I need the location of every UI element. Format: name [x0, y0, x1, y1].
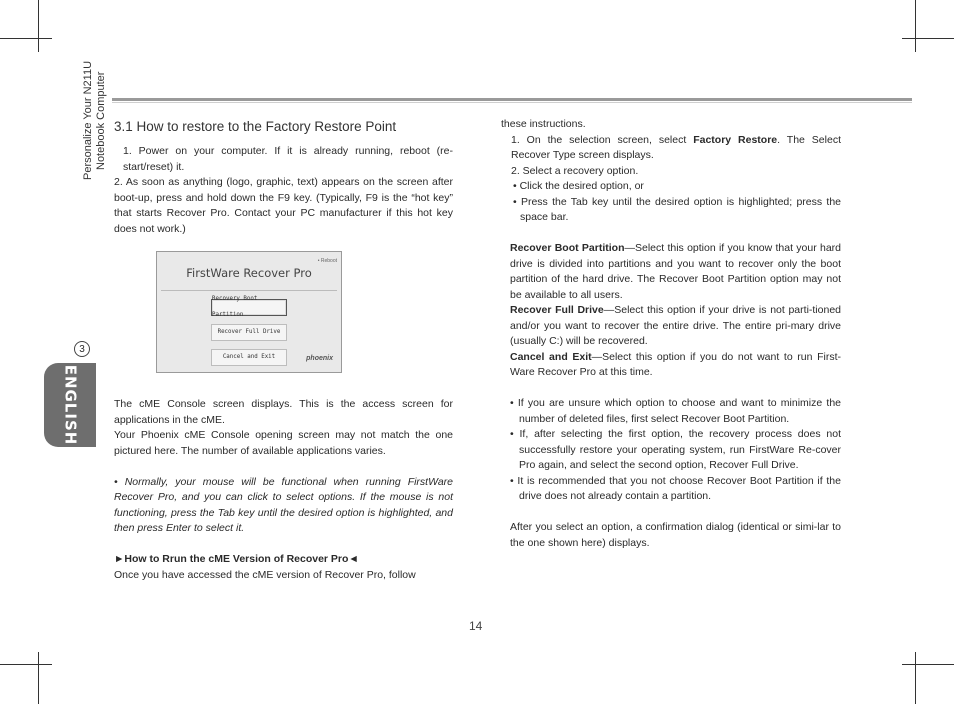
subheading: ►How to Rrun the cME Version of Recover Pro◄	[114, 553, 359, 565]
crop-mark	[38, 0, 39, 52]
step-1: 1. Power on your computer. If it is already running, reboot (re-start/reset) it.	[123, 145, 453, 173]
recover-pro-screenshot	[156, 251, 342, 373]
cme-paragraph: Once you have accessed the cME version of Recover Pro, follow	[114, 568, 416, 581]
tip-1: • If you are unsure which option to choose and want to minimize the number of deleted files, first select Recover Boot Partition.	[510, 397, 841, 425]
cancel-and-exit-button[interactable]: Cancel and Exit	[211, 349, 287, 366]
figure-divider	[161, 290, 337, 291]
option-recover-boot-partition: Recover Boot Partition—Select this option if you know that your hard drive is divided into partitions and you want to recover only the boot partition of the hard drive. The Recover Boot Partition option may not be available to all users.	[510, 242, 841, 301]
option-cancel-and-exit: Cancel and Exit—Select this option if you do not want to run First-Ware Recover Pro at this time.	[510, 350, 841, 378]
crop-mark	[915, 652, 916, 704]
crop-mark	[915, 0, 916, 52]
instruction-step-1: 1. On the selection screen, select Factory Restore. The Select Recover Type screen displays.	[511, 133, 841, 161]
tip-2: • If, after selecting the first option, the recovery process does not successfully restore your operating system, run FirstWare Re-cover Pro again, and select the second option, Recover Full Drive.	[510, 428, 841, 471]
reboot-label: • Reboot	[317, 258, 337, 264]
console-note: Your Phoenix cME Console opening screen may not match the one pictured here. The number of available applications varies.	[114, 429, 453, 457]
page-number: 14	[469, 619, 483, 633]
right-column	[501, 117, 841, 551]
crop-mark	[902, 664, 954, 665]
figure-title: FirstWare Recover Pro	[186, 266, 312, 280]
crop-mark	[0, 38, 52, 39]
recovery-boot-partition-button[interactable]: Recovery Boot Partition	[211, 299, 287, 316]
tip-3: • It is recommended that you not choose Recover Boot Partition if the drive does not already contain a partition.	[510, 474, 841, 502]
chapter-number: 3	[74, 341, 90, 357]
instruction-step-2: 2. Select a recovery option.	[511, 164, 639, 177]
header-rule	[112, 98, 912, 101]
language-tab-label: ENGLISH	[61, 364, 80, 446]
option-recover-full-drive: Recover Full Drive—Select this option if your drive is not parti-tioned and/or you want to recover the entire drive. The entire pri-mary drive (usually C:) will be recovered.	[510, 304, 842, 347]
sub-bullet-2: • Press the Tab key until the desired option is highlighted; press the space bar.	[513, 195, 841, 223]
running-header	[82, 61, 108, 180]
closing-paragraph: After you select an option, a confirmation dialog (identical or simi-lar to the one shown here) displays.	[510, 521, 841, 549]
crop-mark	[38, 652, 39, 704]
continued-text: these instructions.	[501, 118, 586, 130]
running-header-line2: Notebook Computer	[95, 71, 107, 170]
crop-mark	[902, 38, 954, 39]
running-header-line1: Personalize Your N211U	[82, 60, 94, 180]
left-column	[114, 118, 453, 583]
recover-full-drive-button[interactable]: Recover Full Drive	[211, 324, 287, 341]
crop-mark	[0, 664, 52, 665]
mouse-note: • Normally, your mouse will be functional when running FirstWare Recover Pro, and you can click to select options. If the mouse is not functioning, press the Tab key until the desired option is highlighted, and then press Enter to select it.	[114, 475, 453, 534]
section-title: 3.1 How to restore to the Factory Restore Point	[114, 119, 397, 134]
console-paragraph: The cME Console screen displays. This is the access screen for applications in the cME.	[114, 398, 453, 426]
phoenix-logo: phoenix	[306, 354, 333, 362]
sub-bullet-1: • Click the desired option, or	[513, 180, 644, 192]
step-2: 2. As soon as anything (logo, graphic, text) appears on the screen after boot-up, press and hold down the F9 key. (Typically, F9 is the “hot key” that starts Recover Pro. Contact your PC manufacturer if this hot key does not work.)	[114, 176, 453, 235]
header-rule-thin	[112, 102, 912, 103]
